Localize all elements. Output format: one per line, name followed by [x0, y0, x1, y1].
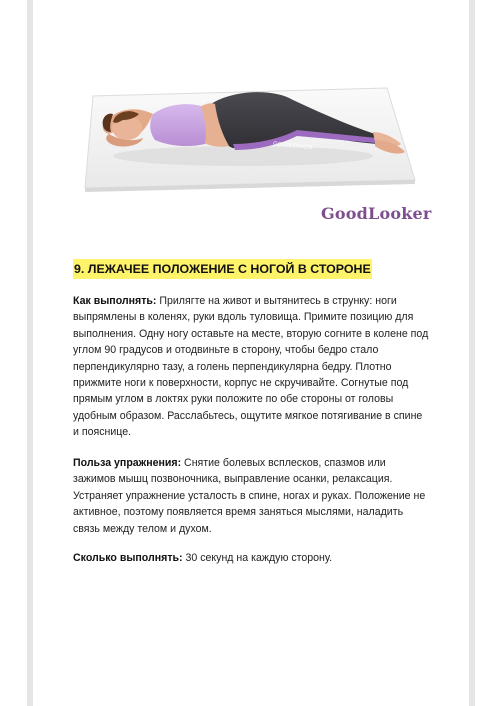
benefit-paragraph	[73, 455, 429, 537]
amount-label: Сколько выполнять:	[73, 552, 183, 564]
benefit-text: Снятие болевых всплесков, спазмов или зажимов мышц позвоночника, выправление осанки, релаксация. Устраняет упражнение усталость в спине, ногах и руках. Положение не активное, поэтому появляется время заняться мыслями, наладить связь между телом и духом.	[73, 457, 426, 535]
benefit-label: Польза упражнения:	[73, 457, 182, 469]
how-to-label: Как выполнять:	[73, 295, 157, 307]
how-to-text: Прилягте на живот и вытянитесь в струнку: ноги выпрямлены в коленях, руки вдоль туловища. Примите позицию для выполнения. Одну ногу оставьте на месте, вторую согните в колене под углом 90 градусов и отодвиньте в сторону, чтобы бедро стало перпендикулярно тазу, а голень перпендикулярна бедру. Плотно прижмите ноги к поверхности, корпус не скручивайте. Согнутые под прямым углом в локтях руки положите по обе стороны от головы удобным образом. Расслабьтесь, ощутите мягкое потягивание в спине и пояснице.	[73, 295, 429, 439]
legging-print: GOODLOOKER	[272, 141, 313, 152]
amount-text: 30 секунд на каждую сторону.	[182, 552, 333, 564]
exercise-illustration	[83, 74, 423, 194]
brand-logo: GoodLooker	[321, 204, 432, 223]
document-page	[33, 0, 469, 706]
page-right-edge	[469, 0, 475, 706]
how-to-paragraph	[73, 293, 429, 441]
amount-paragraph	[73, 550, 429, 566]
exercise-title: 9. ЛЕЖАЧЕЕ ПОЛОЖЕНИЕ С НОГОЙ В СТОРОНЕ	[73, 259, 372, 279]
